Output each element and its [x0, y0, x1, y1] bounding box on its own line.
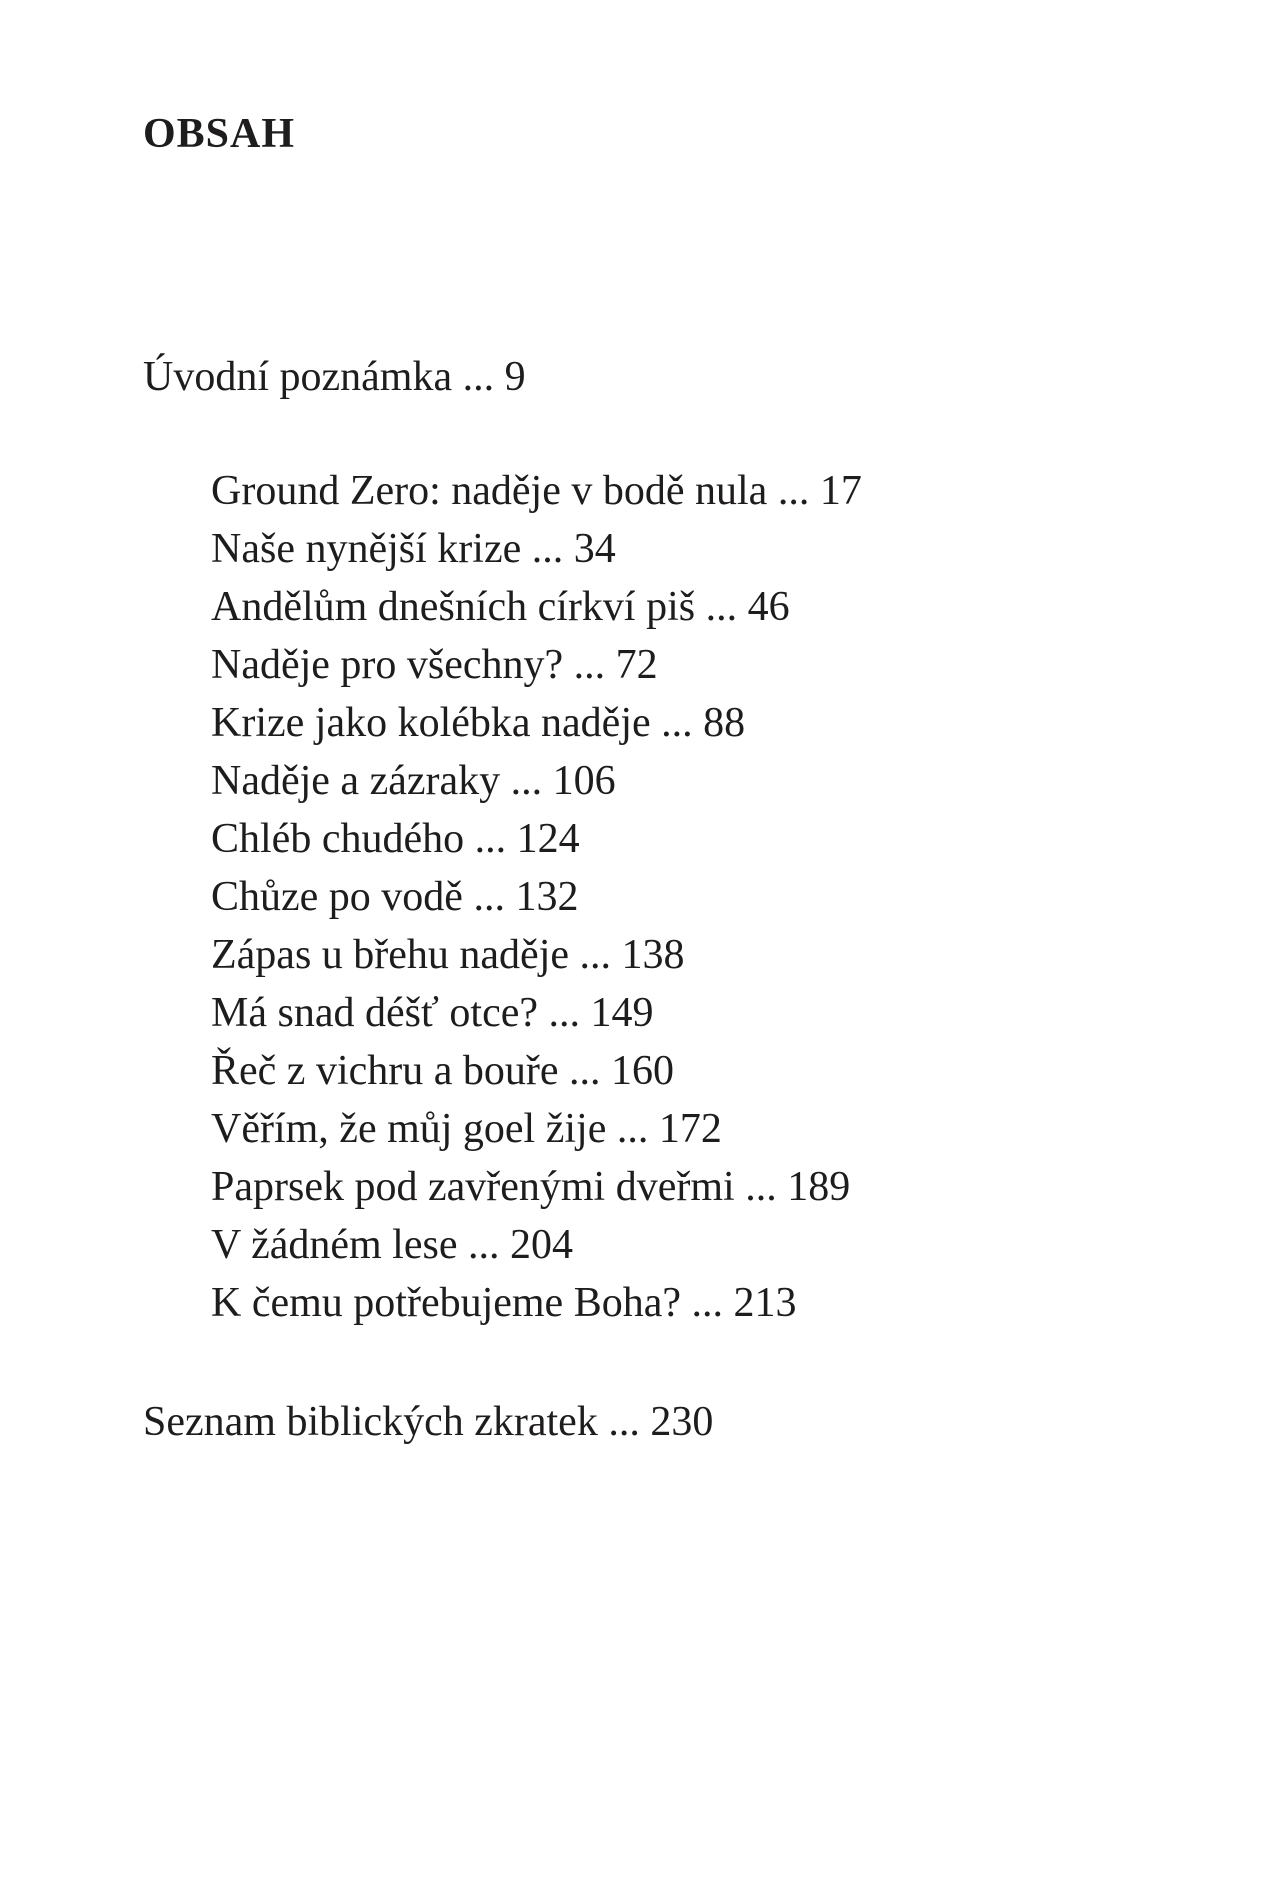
chapter-title: V žádném lese ... 204 [211, 1222, 573, 1268]
chapter-title: Řeč z vichru a bouře ... 160 [211, 1048, 675, 1094]
chapter-title: Ground Zero: naděje v bodě nula ... 17 [211, 468, 862, 514]
toc-entry-intro: Úvodní poznámka ... 9 [143, 354, 526, 400]
chapter-title: K čemu potřebujeme Boha? ... 213 [211, 1280, 797, 1326]
chapter-title: Věřím, že můj goel žije ... 172 [211, 1106, 722, 1152]
chapter-title: Zápas u břehu naděje ... 138 [211, 932, 685, 978]
page-title: OBSAH [143, 111, 296, 157]
chapter-title: Andělům dnešních církví piš ... 46 [211, 584, 790, 630]
toc-entry-abbreviations: Seznam biblických zkratek ... 230 [143, 1399, 714, 1445]
chapter-title: Krize jako kolébka naděje ... 88 [211, 700, 746, 746]
chapter-title: Chůze po vodě ... 132 [211, 874, 579, 920]
chapter-title: Naděje pro všechny? ... 72 [211, 642, 658, 688]
chapter-title: Má snad déšť otce? ... 149 [211, 990, 654, 1036]
chapter-title: Naše nynější krize ... 34 [211, 526, 616, 572]
chapter-title: Naděje a zázraky ... 106 [211, 758, 616, 804]
chapter-title: Chléb chudého ... 124 [211, 816, 580, 862]
chapter-title: Paprsek pod zavřenými dveřmi ... 189 [211, 1164, 851, 1210]
